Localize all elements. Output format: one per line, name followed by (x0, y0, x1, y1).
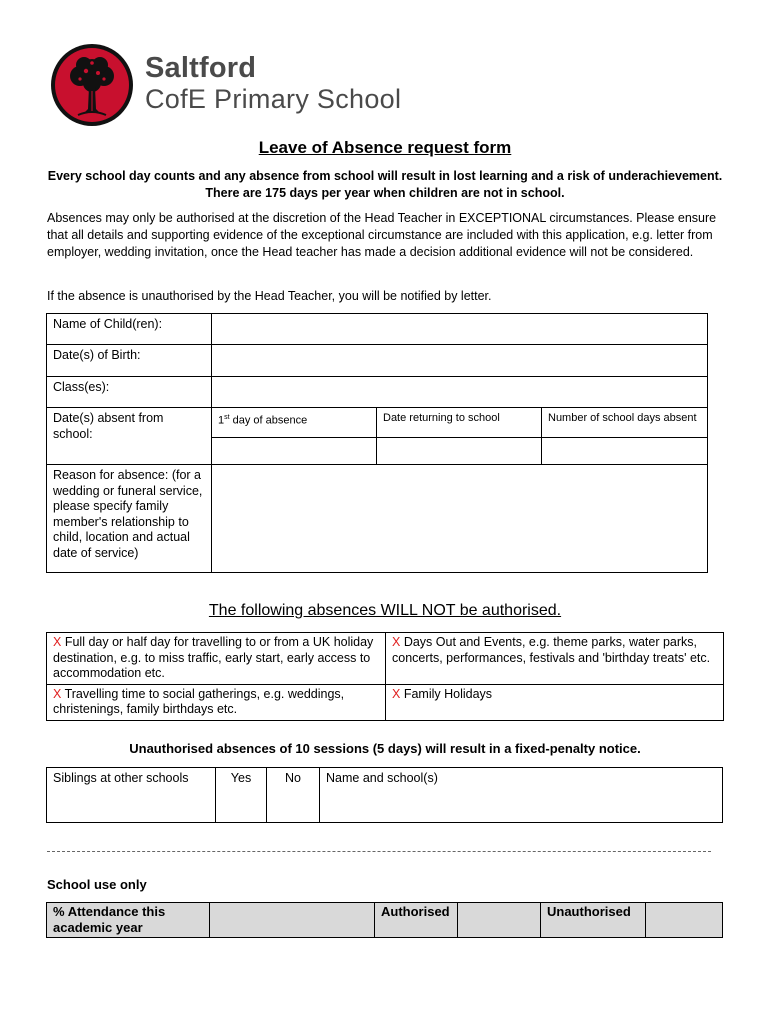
siblings-name-school-field[interactable]: Name and school(s) (320, 768, 723, 823)
class-field[interactable] (212, 377, 708, 408)
not-authorised-item: X Full day or half day for travelling to or from a UK holiday destination, e.g. to miss traffic, early start, early access to accommodation etc. (47, 633, 386, 685)
unauthorised-field[interactable] (646, 903, 723, 938)
not-authorised-item: X Travelling time to social gatherings, e.g. weddings, christenings, family birthdays etc. (47, 684, 386, 720)
cross-mark-icon: X (53, 635, 62, 649)
school-subtitle: CofE Primary School (145, 84, 402, 114)
cross-mark-icon: X (392, 686, 401, 701)
school-use-table (46, 902, 723, 938)
dob-field[interactable] (212, 345, 708, 377)
num-days-header: Number of school days absent (542, 408, 708, 438)
form-title: Leave of Absence request form (258, 138, 512, 157)
dashed-divider (47, 851, 711, 852)
reason-label: Reason for absence: (for a wedding or funeral service, please specify family member's relationship to child, location and actual date of service) (47, 465, 212, 573)
dob-label: Date(s) of Birth: (47, 345, 212, 377)
notification-note: If the absence is unauthorised by the Head Teacher, you will be notified by letter. (47, 289, 492, 303)
penalty-notice: Unauthorised absences of 10 sessions (5 days) will result in a fixed-penalty notice. (129, 741, 641, 756)
num-days-field[interactable] (542, 438, 708, 465)
attendance-field[interactable] (210, 903, 375, 938)
dates-absent-label: Date(s) absent from school: (47, 408, 212, 465)
name-field[interactable] (212, 314, 708, 345)
authorised-label: Authorised (375, 903, 458, 938)
school-logo-badge (50, 43, 134, 127)
return-date-field[interactable] (377, 438, 542, 465)
attendance-label: % Attendance this academic year (47, 903, 210, 938)
not-authorised-table (46, 632, 724, 721)
intro-paragraph: Absences may only be authorised at the discretion of the Head Teacher in EXCEPTIONAL circumstances. Please ensure that all details and supporting evidence of the exceptional circumstance are included with this application, e.g. letter from employer, wedding invitation, once the Head teacher has made a decision additional evidence will not be considered. (47, 211, 717, 259)
cross-mark-icon: X (53, 686, 62, 701)
return-date-header: Date returning to school (377, 408, 542, 438)
not-authorised-item: X Family Holidays (386, 684, 724, 720)
child-details-table (46, 313, 708, 573)
first-day-header: 1st day of absence (212, 408, 377, 438)
not-authorised-title: The following absences WILL NOT be authorised. (208, 602, 562, 619)
reason-field[interactable] (212, 465, 708, 573)
class-label: Class(es): (47, 377, 212, 408)
unauthorised-label: Unauthorised (541, 903, 646, 938)
not-authorised-item: X Days Out and Events, e.g. theme parks, water parks, concerts, performances, festivals and 'birthday treats' etc. (386, 633, 724, 685)
siblings-table (46, 767, 723, 823)
siblings-yes-option[interactable]: Yes (216, 768, 267, 823)
name-label: Name of Child(ren): (47, 314, 212, 345)
siblings-label: Siblings at other schools (47, 768, 216, 823)
siblings-no-option[interactable]: No (267, 768, 320, 823)
school-use-label: School use only (47, 877, 147, 892)
first-day-field[interactable] (212, 438, 377, 465)
cross-mark-icon: X (392, 635, 401, 649)
intro-statement: Every school day counts and any absence from school will result in lost learning and a risk of underachievement. There are 175 days per year when children are not in school. (47, 169, 723, 200)
school-name: Saltford (145, 52, 257, 84)
authorised-field[interactable] (458, 903, 541, 938)
